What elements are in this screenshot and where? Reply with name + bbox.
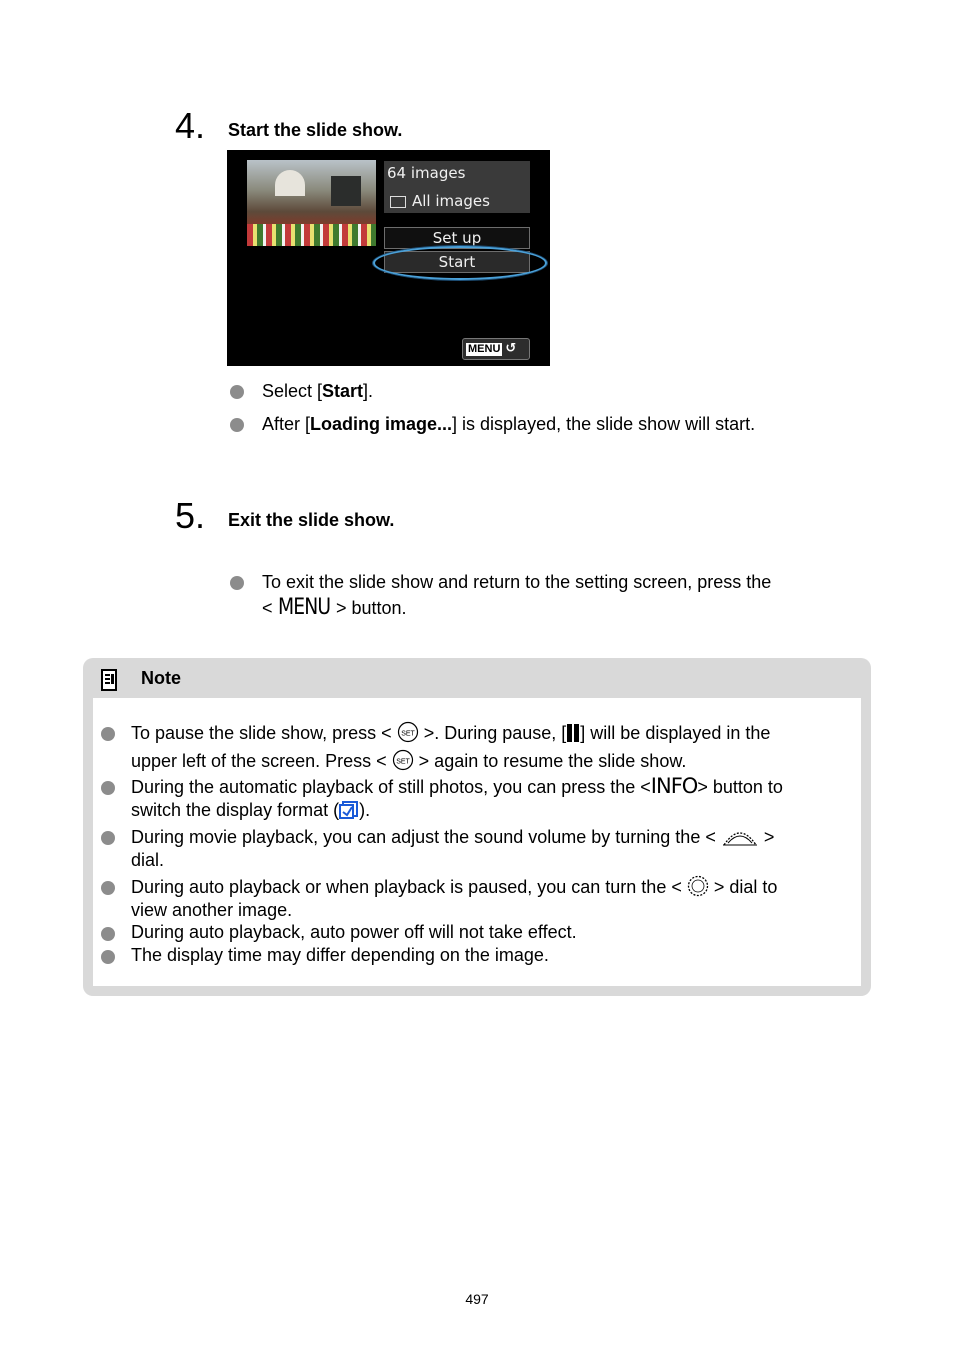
return-icon: ↺: [505, 340, 517, 355]
step-5-title: Exit the slide show.: [228, 510, 395, 530]
images-icon: [390, 196, 406, 208]
camera-screen: [227, 150, 550, 366]
info-button-icon: INFO: [650, 774, 698, 798]
quick-control-dial-icon: [687, 875, 709, 897]
set-button-icon: [397, 721, 419, 743]
bullet-icon: [101, 727, 115, 741]
bullet-icon: [101, 950, 115, 964]
image-count: 64 images: [387, 164, 466, 182]
start-highlight-ring: [373, 246, 547, 280]
menu-icon: MENU: [468, 343, 501, 355]
setup-button[interactable]: Set up: [384, 227, 530, 249]
start-button[interactable]: Start: [384, 251, 530, 273]
menu-return-button[interactable]: [462, 338, 530, 360]
step-4-number: 4.: [175, 105, 206, 146]
bullet-icon: [101, 831, 115, 845]
image-filter: All images: [412, 192, 490, 210]
display-format-icon: [339, 800, 359, 820]
svg-text:SET: SET: [400, 730, 415, 738]
pause-icon: [566, 723, 580, 743]
note-icon: [101, 669, 119, 691]
bullet-icon: [230, 418, 244, 432]
bullet-icon: [101, 927, 115, 941]
menu-button-icon: MENU: [277, 595, 330, 620]
main-dial-icon: [721, 825, 759, 847]
bullet-icon: [230, 576, 244, 590]
svg-text:SET: SET: [395, 758, 410, 766]
note-content: To pause the slide show, press < SET >. During pause, [ ] will be displayed in the upper left of the screen. Press < SET > again to resume the slide show. During the automatic playback of still photos, you can press the <INFO> button to switch the display format ( ). During movie playback, you can adjust the sound volume by turning the < > dial. During auto playback or when playback is paused, you can turn the < > dial to view another image. During auto playback, auto power off will not take effect. The display time may differ depending on the image.: [93, 698, 861, 986]
image-thumbnail: [247, 160, 376, 246]
set-button-icon: [392, 749, 414, 771]
note-title: Note: [141, 668, 181, 688]
image-info-panel: [384, 161, 530, 213]
note-box: [83, 658, 871, 996]
bullet-icon: [230, 385, 244, 399]
step-5-number: 5.: [175, 495, 206, 536]
page-number: 497: [465, 1291, 489, 1307]
step-4-title: Start the slide show.: [228, 120, 403, 140]
bullet-icon: [101, 881, 115, 895]
bullet-icon: [101, 781, 115, 795]
